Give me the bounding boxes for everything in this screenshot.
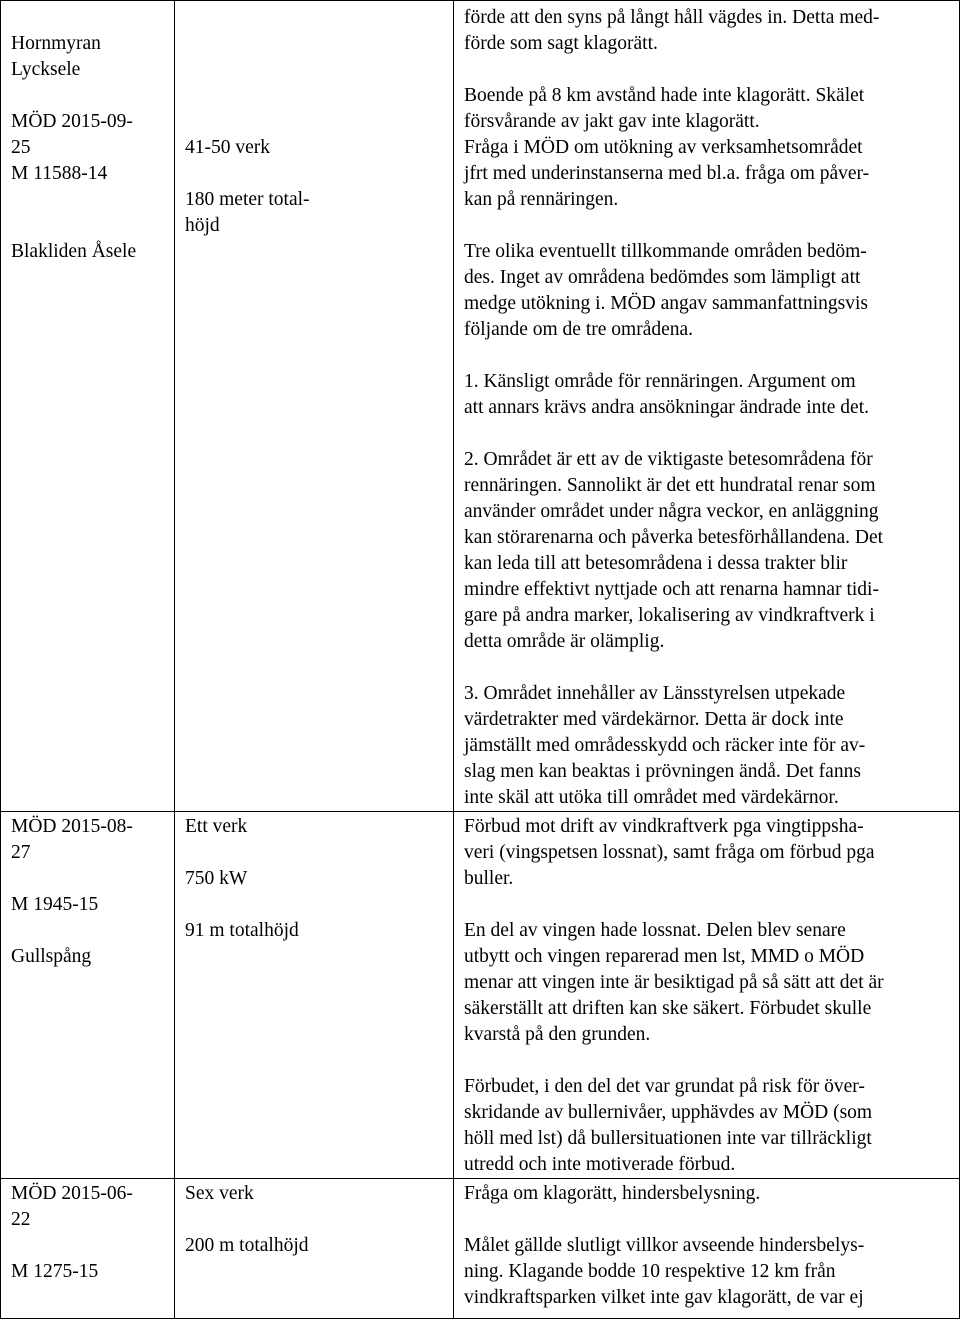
case-cell — [1, 812, 175, 1179]
turbine-count: 41-50 verk — [185, 137, 271, 158]
summary-paragraph: Förbud mot drift av vindkraftverk pga vingtippsha- veri (vingspetsen lossnat), samt fråga om förbud pga buller. — [464, 816, 875, 889]
case-reference: MÖD 2015-09- 25 M 11588-14 — [11, 111, 133, 184]
total-height: 180 meter total- höjd — [185, 189, 310, 236]
summary-paragraph: 2. Området är ett av de viktigaste betesområdena för rennäringen. Sannolikt är det ett hundratal renar som använder området under några veckor, en anläggning kan störarenarna och påverka betesförhållandena. Det kan leda till att betesområdena i dessa trakter blir mindre effektivt nyttjade och att renarna hamnar tidi- gare på andra marker, lokalisering av vindkraftverk i detta område är olämplig. — [464, 449, 884, 652]
total-height: 91 m totalhöjd — [185, 920, 299, 941]
summary-paragraph: Tre olika eventuellt tillkommande områden bedöm- des. Inget av områdena bedömdes som lämpligt att medge utökning i. MÖD angav sammanfattningsvis följande om de tre områdena. — [464, 241, 869, 340]
total-height: 200 m totalhöjd — [185, 1235, 309, 1256]
summary-paragraph: 3. Området innehåller av Länsstyrelsen utpekade värdetrakter med värdekärnor. Detta är dock inte jämställt med områdesskydd och räcker inte för av- slag men kan beaktas i prövningen ändå. Det fanns inte skäl att utöka till området med värdekärnor. — [464, 683, 866, 808]
summary-paragraph: Målet gällde slutligt villkor avseende hindersbelys- ning. Klagande bodde 10 respektive 12 km från vindkraftsparken vilket inte gav klagorätt, de var ej — [464, 1235, 865, 1308]
summary-paragraph: 1. Känsligt område för rennäringen. Argument om att annars krävs andra ansökningar ändrade inte det. — [464, 371, 870, 418]
table-row — [1, 1, 960, 812]
summary-paragraph: förde att den syns på långt håll vägdes in. Detta med- förde som sagt klagorätt. — [464, 7, 880, 54]
case-location: Hornmyran Lycksele — [11, 33, 101, 80]
summary-paragraph: Boende på 8 km avstånd hade inte klagorätt. Skälet försvårande av jakt gav inte klagorätt. Fråga i MÖD om utökning av verksamhetsområdet jfrt med underinstanserna med bl.a. fråga om påver- kan på rennäringen. — [464, 85, 870, 210]
turbine-power: 750 kW — [185, 868, 248, 889]
facility-cell — [175, 812, 454, 1179]
case-number: M 1945-15 — [11, 894, 99, 915]
case-reference: MÖD 2015-08- 27 — [11, 816, 133, 863]
case-cell — [1, 1, 175, 812]
case-place: Blakliden Åsele — [11, 241, 137, 262]
turbine-count: Ett verk — [185, 816, 248, 837]
table-row — [1, 1179, 960, 1319]
summary-cell — [454, 1, 960, 812]
case-place: Gullspång — [11, 946, 92, 967]
summary-paragraph: En del av vingen hade lossnat. Delen blev senare utbytt och vingen reparerad men lst, MMD o MÖD menar att vingen inte är besiktigad på så sätt att det är säkerställt att driften kan ske säkert. Förbudet skulle kvarstå på den grunden. — [464, 920, 884, 1045]
case-reference: MÖD 2015-06- 22 — [11, 1183, 133, 1230]
summary-cell — [454, 812, 960, 1179]
case-number: M 1275-15 — [11, 1261, 99, 1282]
facility-cell — [175, 1, 454, 812]
summary-cell — [454, 1179, 960, 1319]
summary-paragraph: Förbudet, i den del det var grundat på risk för över- skridande av bullernivåer, upphävdes av MÖD (som höll med lst) då bullersituationen inte var tillräckligt utredd och inte motiverade förbud. — [464, 1076, 873, 1175]
table-row — [1, 812, 960, 1179]
facility-cell — [175, 1179, 454, 1319]
case-cell — [1, 1179, 175, 1319]
turbine-count: Sex verk — [185, 1183, 254, 1204]
summary-paragraph: Fråga om klagorätt, hindersbelysning. — [464, 1183, 761, 1204]
